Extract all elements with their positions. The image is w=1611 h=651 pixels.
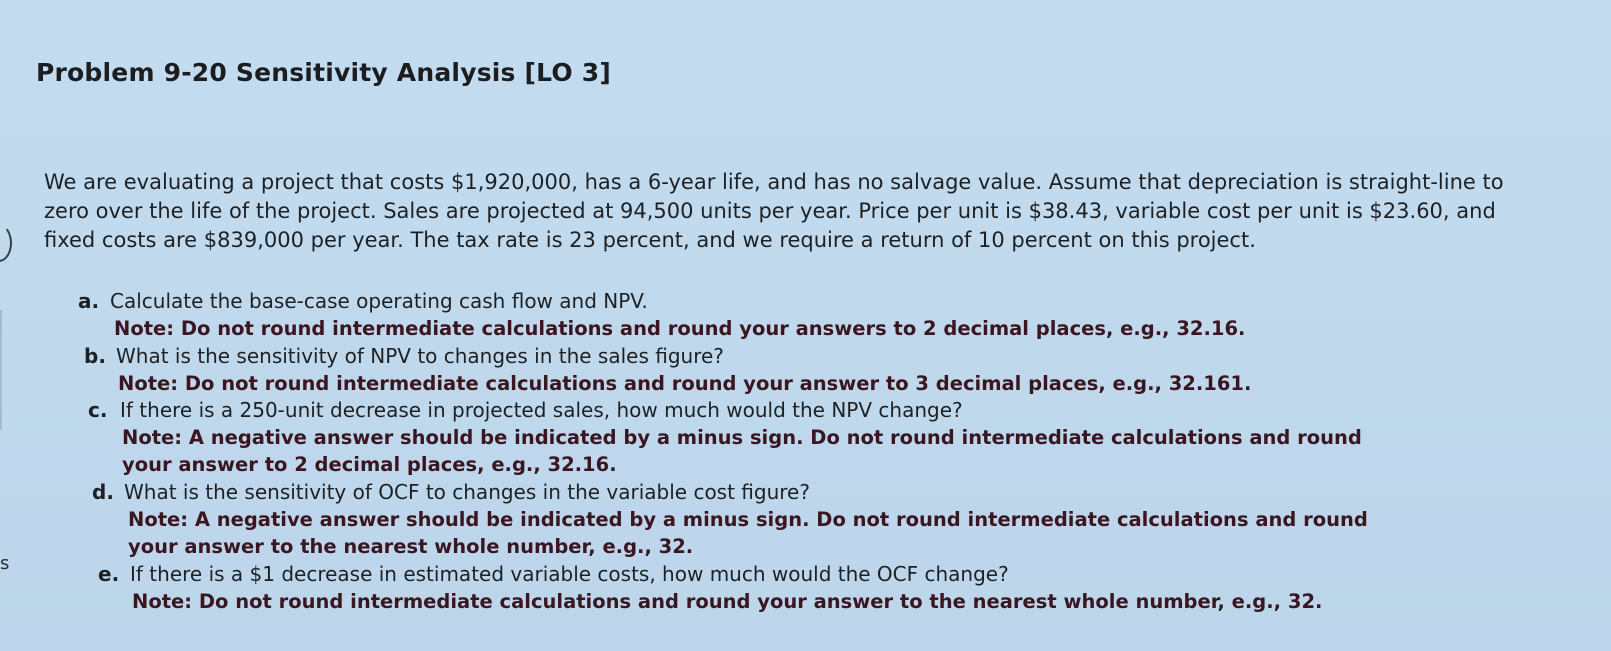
question-d bbox=[92, 479, 810, 506]
question-e-label: e. bbox=[98, 562, 120, 586]
problem-title: Problem 9-20 Sensitivity Analysis [LO 3] bbox=[36, 58, 611, 87]
left-edge-divider bbox=[0, 310, 2, 430]
question-e-text: If there is a $1 decrease in estimated variable costs, how much would the OCF change? bbox=[130, 562, 1009, 586]
left-edge-fragment bbox=[0, 224, 12, 262]
question-b-note: Note: Do not round intermediate calculations and round your answer to 3 decimal places, e.g., 32.161. bbox=[118, 372, 1252, 395]
question-b bbox=[84, 343, 724, 370]
question-b-label: b. bbox=[84, 344, 106, 368]
question-c-label: c. bbox=[88, 398, 108, 422]
question-a-label: a. bbox=[78, 289, 100, 313]
left-edge-letter: s bbox=[0, 553, 10, 574]
question-c bbox=[88, 397, 963, 424]
question-b-text: What is the sensitivity of NPV to changes in the sales figure? bbox=[116, 344, 724, 368]
question-e bbox=[98, 561, 1009, 588]
problem-statement: We are evaluating a project that costs $1,920,000, has a 6-year life, and has no salvage value. Assume that depreciation is straight-line to zero over the life of the project. Sales are projected at 94,500 units per year. Price per unit is $38.43, variable cost per unit is $23.60, and fixed costs are $839,000 per year. The tax rate is 23 percent, and we require a return of 10 percent on this project. bbox=[44, 170, 1504, 252]
question-d-text: What is the sensitivity of OCF to changes in the variable cost figure? bbox=[124, 480, 810, 504]
question-a bbox=[78, 288, 648, 315]
question-a-text: Calculate the base-case operating cash flow and NPV. bbox=[110, 289, 648, 313]
question-c-text: If there is a 250-unit decrease in projected sales, how much would the NPV change? bbox=[120, 398, 963, 422]
question-d-label: d. bbox=[92, 480, 114, 504]
question-e-note: Note: Do not round intermediate calculations and round your answer to the nearest whole number, e.g., 32. bbox=[132, 590, 1323, 613]
question-c-note: Note: A negative answer should be indicated by a minus sign. Do not round intermediate calculations and round your answer to 2 decimal places, e.g., 32.16. bbox=[122, 426, 1362, 476]
question-a-note: Note: Do not round intermediate calculations and round your answers to 2 decimal places, e.g., 32.16. bbox=[114, 317, 1246, 340]
question-d-note: Note: A negative answer should be indicated by a minus sign. Do not round intermediate calculations and round your answer to the nearest whole number, e.g., 32. bbox=[128, 508, 1368, 558]
